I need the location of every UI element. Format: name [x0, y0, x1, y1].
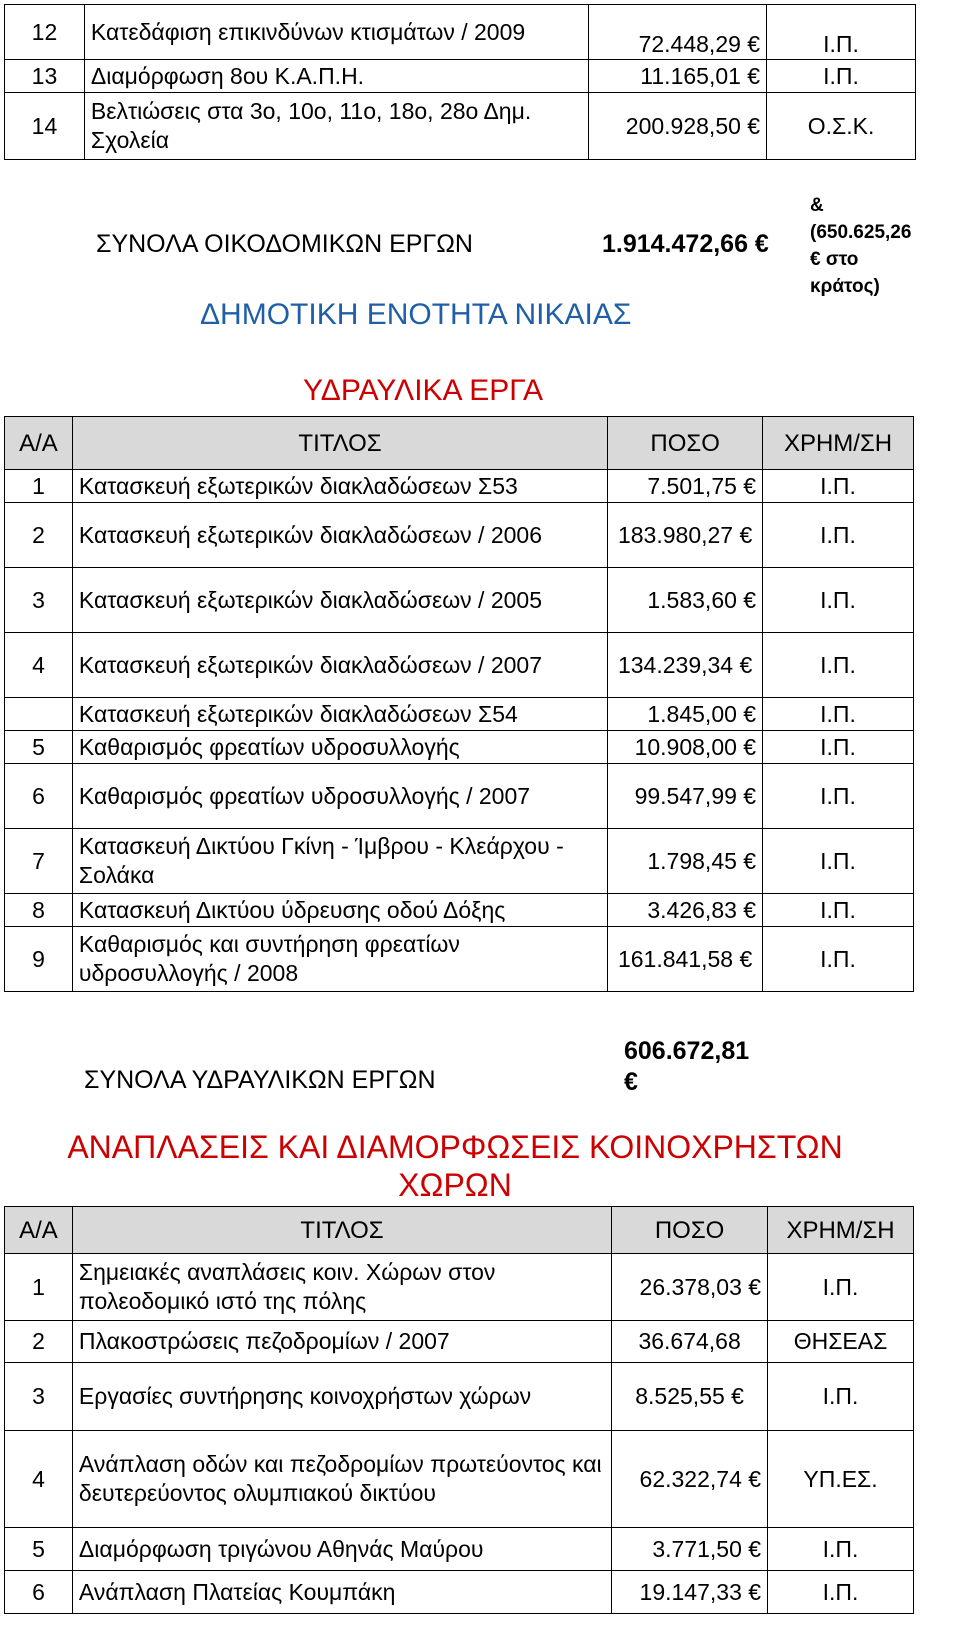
hydraulic-section-title: ΥΔΡΑΥΛΙΚΑ ΕΡΓΑ	[303, 374, 544, 407]
row-fund: Ι.Π.	[763, 633, 914, 698]
row-fund: Ι.Π.	[767, 5, 916, 60]
table-row	[5, 731, 914, 764]
row-fund: Ι.Π.	[763, 568, 914, 633]
table-row	[5, 60, 916, 93]
header-number: Α/Α	[5, 417, 73, 470]
header-title: ΤΙΤΛΟΣ	[72, 417, 607, 470]
hydraulic-total-amount: 606.672,81 €	[624, 1037, 750, 1096]
row-amount: 134.239,34 €	[608, 633, 763, 698]
row-title: Διαμόρφωση 8ου Κ.Α.Π.Η.	[84, 60, 588, 93]
header-title: ΤΙΤΛΟΣ	[72, 1207, 611, 1254]
row-fund: Ι.Π.	[763, 894, 914, 927]
row-title: Εργασίες συντήρησης κοινοχρήστων χώρων	[72, 1363, 611, 1431]
table-row	[5, 93, 916, 160]
row-amount: 183.980,27 €	[608, 503, 763, 568]
row-number: 6	[5, 1571, 73, 1614]
table-row	[5, 503, 914, 568]
row-fund: Ι.Π.	[763, 731, 914, 764]
table-row	[5, 568, 914, 633]
table-row	[5, 698, 914, 731]
row-title: Κατεδάφιση επικινδύνων κτισμάτων / 2009	[84, 5, 588, 60]
row-fund: ΥΠ.ΕΣ.	[768, 1431, 914, 1528]
table-row	[5, 633, 914, 698]
row-number: 7	[5, 829, 73, 894]
building-total-note: & (650.625,26 € στο κράτος)	[810, 195, 912, 297]
table-header	[5, 417, 914, 470]
row-amount: 11.165,01 €	[589, 60, 767, 93]
table-row	[5, 470, 914, 503]
row-amount: 62.322,74 €	[612, 1431, 768, 1528]
table-row	[5, 1321, 914, 1363]
row-title: Κατασκευή Δικτύου ύδρευσης οδού Δόξης	[72, 894, 607, 927]
row-number: 8	[5, 894, 73, 927]
row-fund: Ι.Π.	[763, 470, 914, 503]
row-number: 1	[5, 1254, 73, 1321]
public-spaces-title-line-1: ΑΝΑΠΛΑΣΕΙΣ ΚΑΙ ΔΙΑΜΟΡΦΩΣΕΙΣ ΚΟΙΝΟΧΡΗΣΤΩΝ	[67, 1129, 843, 1165]
row-amount: 36.674,68	[612, 1321, 768, 1363]
row-number: 4	[5, 633, 73, 698]
row-number: 5	[5, 731, 73, 764]
row-amount: 1.798,45 €	[608, 829, 763, 894]
row-title: Βελτιώσεις στα 3ο, 10ο, 11ο, 18ο, 28ο Δημ. Σχολεία	[84, 93, 588, 160]
row-fund: Ι.Π.	[763, 829, 914, 894]
row-amount: 26.378,03 €	[612, 1254, 768, 1321]
row-title: Ανάπλαση Πλατείας Κουμπάκη	[72, 1571, 611, 1614]
row-amount: 7.501,75 €	[608, 470, 763, 503]
row-title: Κατασκευή εξωτερικών διακλαδώσεων Σ53	[72, 470, 607, 503]
table-row	[5, 1254, 914, 1321]
row-fund: Ι.Π.	[763, 503, 914, 568]
table-row	[5, 894, 914, 927]
row-title: Κατασκευή Δικτύου Γκίνη - Ίμβρου - Κλεάρχου - Σολάκα	[72, 829, 607, 894]
header-fund: ΧΡΗΜ/ΣΗ	[768, 1207, 914, 1254]
row-number: 5	[5, 1528, 73, 1571]
row-title: Κατασκευή εξωτερικών διακλαδώσεων Σ54	[72, 698, 607, 731]
row-fund: Ο.Σ.Κ.	[767, 93, 916, 160]
row-amount: 1.583,60 €	[608, 568, 763, 633]
table-row	[5, 1431, 914, 1528]
row-amount: 1.845,00 €	[608, 698, 763, 731]
header-amount: ΠΟΣΟ	[608, 417, 763, 470]
row-fund: Ι.Π.	[767, 60, 916, 93]
row-fund: ΘΗΣΕΑΣ	[768, 1321, 914, 1363]
public-spaces-title	[0, 1128, 910, 1204]
building-total-label: ΣΥΝΟΛΑ ΟΙΚΟΔΟΜΙΚΩΝ ΕΡΓΩΝ	[96, 230, 473, 258]
row-fund: Ι.Π.	[763, 698, 914, 731]
header-fund: ΧΡΗΜ/ΣΗ	[763, 417, 914, 470]
table-row	[5, 5, 916, 60]
row-title: Σημειακές αναπλάσεις κοιν. Χώρων στον πολεοδομικό ιστό της πόλης	[72, 1254, 611, 1321]
unit-title: ΔΗΜΟΤΙΚΗ ΕΝΟΤΗΤΑ ΝΙΚΑΙΑΣ	[200, 298, 632, 331]
row-fund: Ι.Π.	[763, 764, 914, 829]
table-row	[5, 1528, 914, 1571]
row-title: Κατασκευή εξωτερικών διακλαδώσεων / 2005	[72, 568, 607, 633]
row-title: Καθαρισμός φρεατίων υδροσυλλογής	[72, 731, 607, 764]
row-amount: 3.771,50 €	[612, 1528, 768, 1571]
row-amount: 10.908,00 €	[608, 731, 763, 764]
row-amount: 19.147,33 €	[612, 1571, 768, 1614]
table-row	[5, 927, 914, 992]
row-number	[5, 698, 73, 731]
row-title: Ανάπλαση οδών και πεζοδρομίων πρωτεύοντος και δευτερεύοντος ολυμπιακού δικτύου	[72, 1431, 611, 1528]
row-amount: 8.525,55 €	[612, 1363, 768, 1431]
building-works-table	[4, 4, 916, 160]
row-amount: 72.448,29 €	[589, 5, 767, 60]
table-row	[5, 829, 914, 894]
table-row	[5, 764, 914, 829]
row-number: 14	[5, 93, 85, 160]
row-title: Διαμόρφωση τριγώνου Αθηνάς Μαύρου	[72, 1528, 611, 1571]
table-row	[5, 1363, 914, 1431]
row-amount: 200.928,50 €	[589, 93, 767, 160]
row-number: 6	[5, 764, 73, 829]
row-number: 3	[5, 568, 73, 633]
row-amount: 3.426,83 €	[608, 894, 763, 927]
public-spaces-table	[4, 1206, 914, 1614]
row-title: Κατασκευή εξωτερικών διακλαδώσεων / 2006	[72, 503, 607, 568]
row-number: 9	[5, 927, 73, 992]
row-title: Κατασκευή εξωτερικών διακλαδώσεων / 2007	[72, 633, 607, 698]
row-fund: Ι.Π.	[768, 1571, 914, 1614]
header-amount: ΠΟΣΟ	[612, 1207, 768, 1254]
row-number: 3	[5, 1363, 73, 1431]
building-total-amount: 1.914.472,66 €	[602, 230, 769, 258]
row-number: 1	[5, 470, 73, 503]
row-fund: Ι.Π.	[768, 1528, 914, 1571]
row-amount: 99.547,99 €	[608, 764, 763, 829]
row-fund: Ι.Π.	[768, 1254, 914, 1321]
row-amount: 161.841,58 €	[608, 927, 763, 992]
row-number: 2	[5, 1321, 73, 1363]
row-number: 12	[5, 5, 85, 60]
header-number: Α/Α	[5, 1207, 73, 1254]
row-fund: Ι.Π.	[763, 927, 914, 992]
row-fund: Ι.Π.	[768, 1363, 914, 1431]
public-spaces-title-line-2: ΧΩΡΩΝ	[398, 1167, 512, 1203]
table-header	[5, 1207, 914, 1254]
row-title: Καθαρισμός φρεατίων υδροσυλλογής / 2007	[72, 764, 607, 829]
row-number: 13	[5, 60, 85, 93]
row-title: Πλακοστρώσεις πεζοδρομίων / 2007	[72, 1321, 611, 1363]
row-title: Καθαρισμός και συντήρηση φρεατίων υδροσυλλογής / 2008	[72, 927, 607, 992]
row-number: 4	[5, 1431, 73, 1528]
table-row	[5, 1571, 914, 1614]
hydraulic-works-table	[4, 416, 914, 992]
row-number: 2	[5, 503, 73, 568]
hydraulic-total-label: ΣΥΝΟΛΑ ΥΔΡΑΥΛΙΚΩΝ ΕΡΓΩΝ	[84, 1066, 436, 1094]
